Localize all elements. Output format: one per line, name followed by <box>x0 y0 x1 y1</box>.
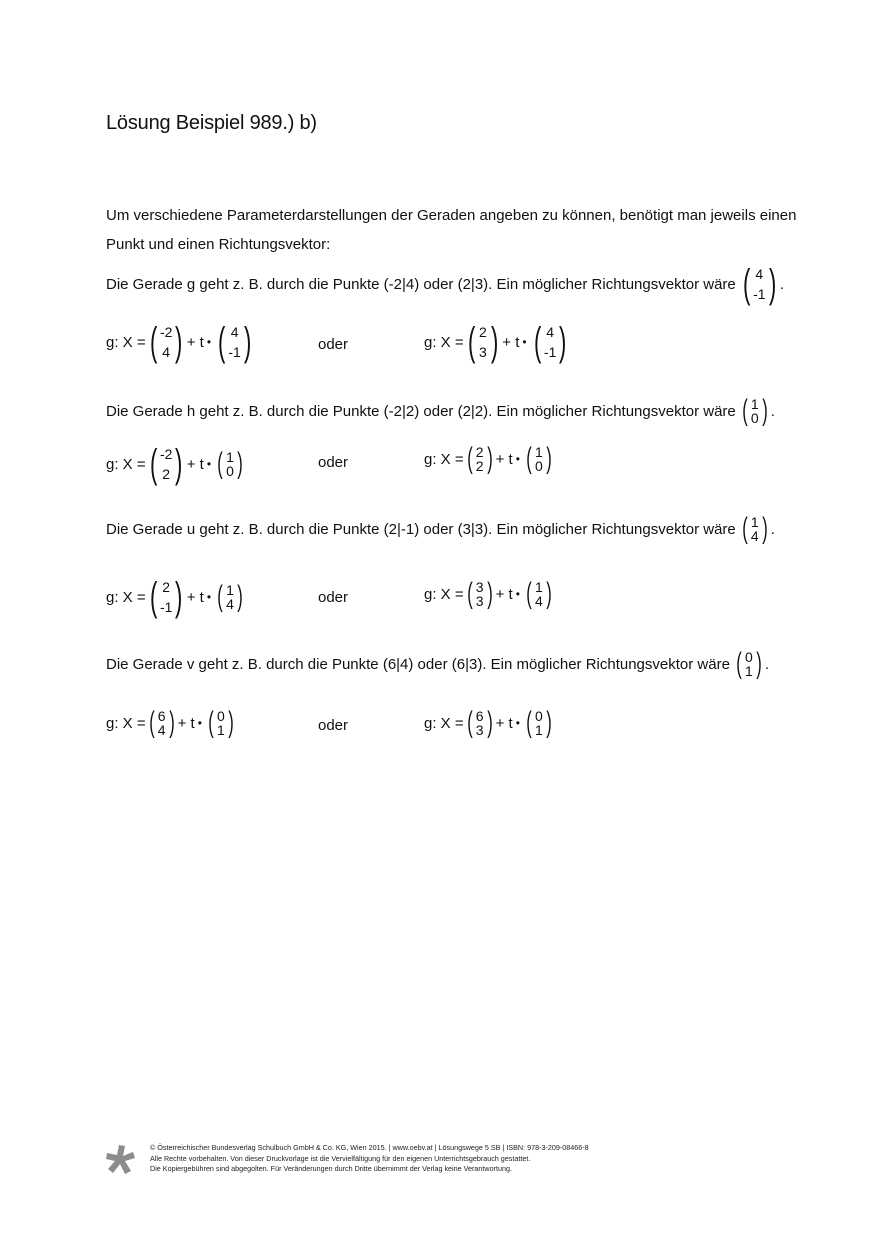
page-title: Lösung Beispiel 989.) b) <box>106 112 317 134</box>
line-v-equation-2: g: X = ( 6 3 ) + t • ( 0 1 ) <box>424 708 555 738</box>
line-g-equation-2: g: X = ( 2 3 ) + t • ( 4 -1 ) <box>424 322 571 362</box>
description-text: Die Gerade g geht z. B. durch die Punkte (-2|4) oder (2|3). Ein möglicher Richtungsvektor wäre <box>106 275 736 293</box>
direction-vector: ( 1 0 ) <box>742 394 768 427</box>
direction-vector: ( 4 -1 ) <box>742 262 776 306</box>
line-h-description: Die Gerade h geht z. B. durch die Punkte (-2|2) oder (2|2). Ein möglicher Richtungsvektor wäre ( 1 0 ) . <box>106 394 775 427</box>
description-text: Die Gerade v geht z. B. durch die Punkte (6|4) oder (6|3). Ein möglicher Richtungsvektor wäre <box>106 655 730 673</box>
fees-line: Die Kopiergebühren sind abgegolten. Für Veränderungen durch Dritte übernimmt der Verlag keine Verantwortung. <box>150 1164 512 1174</box>
point-vector: ( -2 2 ) <box>149 442 183 486</box>
direction-vector: ( 0 1 ) <box>208 706 234 739</box>
direction-vector: ( 1 0 ) <box>526 442 552 475</box>
oder-label: oder <box>318 717 349 734</box>
point-vector: ( 3 3 ) <box>466 577 493 610</box>
line-v-equation-1: g: X = ( 6 4 ) + t • ( 0 1 ) <box>106 708 237 738</box>
direction-vector: ( 1 4 ) <box>526 577 552 610</box>
line-v-description: Die Gerade v geht z. B. durch die Punkte (6|4) oder (6|3). Ein möglicher Richtungsvektor wäre ( 0 1 ) . <box>106 647 770 680</box>
line-h-equation-1: g: X = ( -2 2 ) + t • ( 1 0 ) <box>106 444 246 484</box>
line-u-equation-1: g: X = ( 2 -1 ) + t • ( 1 4 ) <box>106 577 246 617</box>
oebv-logo-icon <box>104 1143 138 1177</box>
oder-label: oder <box>318 589 349 606</box>
direction-vector: ( 1 4 ) <box>742 512 768 545</box>
description-text: Die Gerade h geht z. B. durch die Punkte (-2|2) oder (2|2). Ein möglicher Richtungsvektor wäre <box>106 402 736 420</box>
point-vector: ( 2 2 ) <box>466 442 493 475</box>
oder-label: oder <box>318 454 349 471</box>
direction-vector: ( 0 1 ) <box>736 647 762 680</box>
point-vector: ( 6 3 ) <box>466 706 493 739</box>
line-u-equation-2: g: X = ( 3 3 ) + t • ( 1 4 ) <box>424 579 555 609</box>
point-vector: ( 2 -1 ) <box>149 575 183 619</box>
line-g-description: Die Gerade g geht z. B. durch die Punkte (-2|4) oder (2|3). Ein möglicher Richtungsvektor wäre ( 4 -1 ) . <box>106 262 785 306</box>
description-text: Die Gerade u geht z. B. durch die Punkte (2|-1) oder (3|3). Ein möglicher Richtungsvektor wäre <box>106 520 736 538</box>
line-g-equation-1: g: X = ( -2 4 ) + t • ( 4 -1 ) <box>106 322 255 362</box>
footer-text <box>150 1143 589 1175</box>
point-vector: ( -2 4 ) <box>149 320 183 364</box>
direction-vector: ( 0 1 ) <box>526 706 552 739</box>
point-vector: ( 6 4 ) <box>148 706 175 739</box>
intro-text: Um verschiedene Parameterdarstellungen der Geraden angeben zu können, benötigt man jeweils einen Punkt und einen Richtungsvektor: <box>106 207 797 253</box>
line-u-description: Die Gerade u geht z. B. durch die Punkte (2|-1) oder (3|3). Ein möglicher Richtungsvektor wäre ( 1 4 ) . <box>106 512 775 545</box>
line-h-equation-2: g: X = ( 2 2 ) + t • ( 1 0 ) <box>424 444 555 474</box>
footer <box>104 1143 589 1177</box>
direction-vector: ( 4 -1 ) <box>218 320 252 364</box>
oder-label: oder <box>318 336 349 353</box>
direction-vector: ( 1 0 ) <box>217 447 243 480</box>
point-vector: ( 2 3 ) <box>467 320 499 364</box>
direction-vector: ( 1 4 ) <box>217 580 243 613</box>
direction-vector: ( 4 -1 ) <box>533 320 567 364</box>
rights-line: Alle Rechte vorbehalten. Von dieser Druckvorlage ist die Vervielfältigung für den eigenen Unterrichtsgebrauch gestattet. <box>150 1153 531 1163</box>
copyright-line: © Österreichischer Bundesverlag Schulbuch GmbH & Co. KG, Wien 2015. | www.oebv.at | Lösungswege 5 SB | ISBN: 978-3-209-08466-8 <box>150 1143 589 1152</box>
